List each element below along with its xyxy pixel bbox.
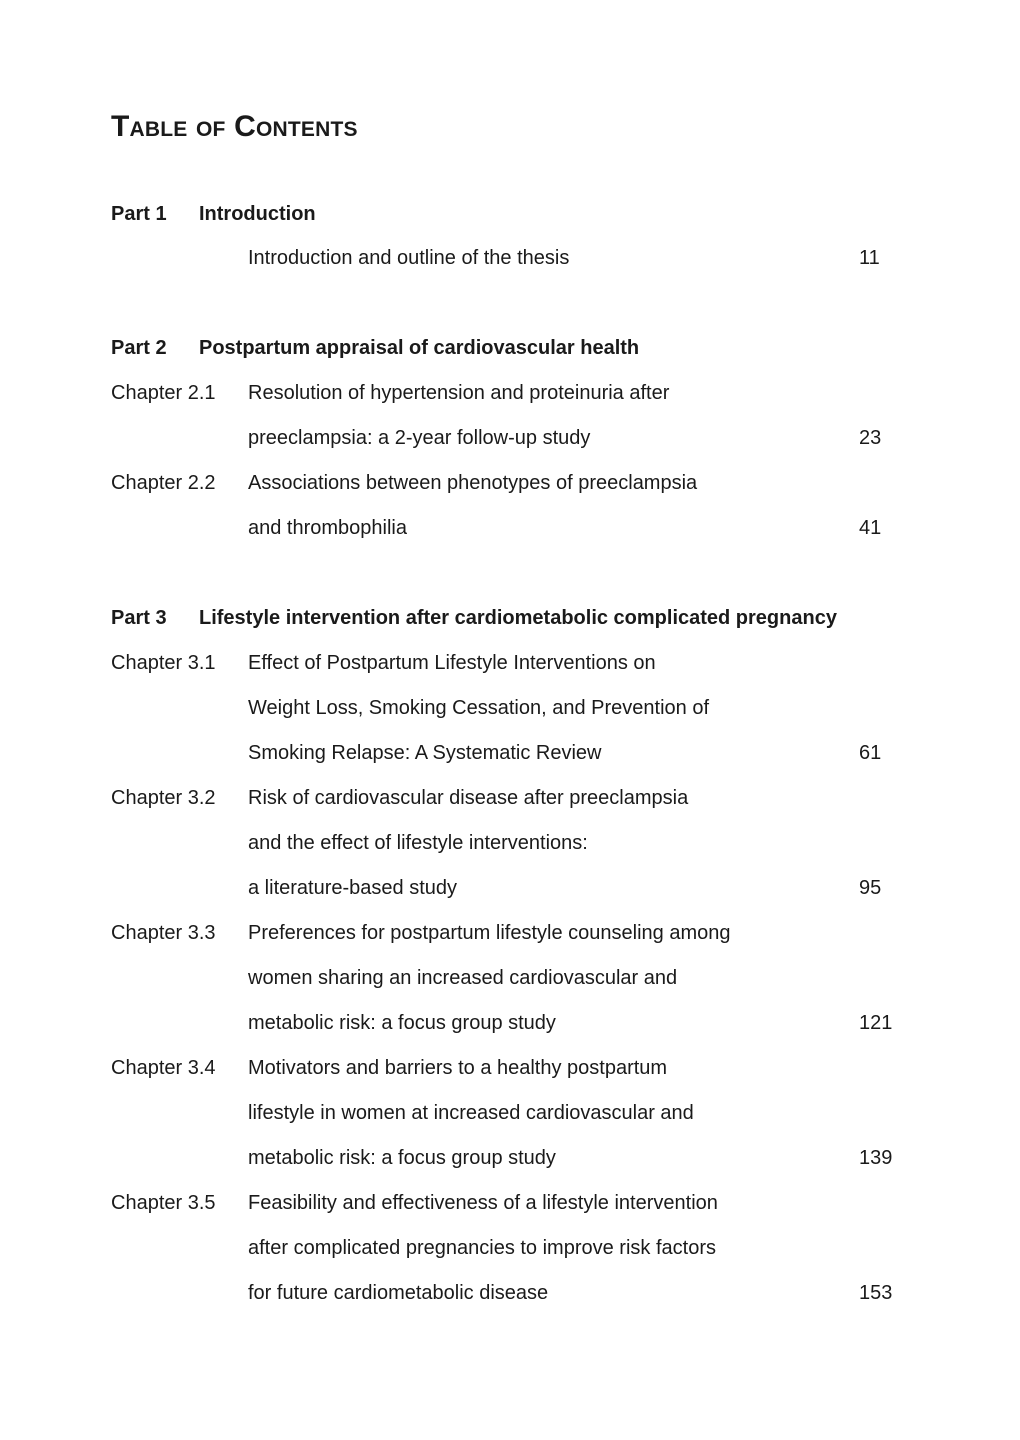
page-number: 41 bbox=[859, 517, 882, 539]
entry-title-line: Risk of cardiovascular disease after preeclampsia bbox=[248, 787, 689, 809]
chapter-label: Chapter 3.1 bbox=[111, 652, 216, 674]
page-number: 95 bbox=[859, 877, 882, 899]
chapter-label: Chapter 2.2 bbox=[111, 472, 216, 494]
entry-title-line: and thrombophilia bbox=[248, 517, 407, 539]
entry-title-line: Weight Loss, Smoking Cessation, and Prevention of bbox=[248, 697, 709, 719]
part-heading bbox=[111, 192, 911, 237]
page-number: 121 bbox=[859, 1012, 893, 1034]
toc-entry-chapter-3-3-cont[interactable] bbox=[111, 1001, 911, 1046]
entry-title-line: preeclampsia: a 2-year follow-up study bbox=[248, 427, 591, 449]
entry-title-line: Feasibility and effectiveness of a lifestyle intervention bbox=[248, 1192, 718, 1214]
page-title: Table of Contents bbox=[111, 110, 358, 143]
toc-entry-chapter-3-4[interactable] bbox=[111, 1046, 911, 1091]
page-number: 61 bbox=[859, 742, 882, 764]
chapter-label: Chapter 3.2 bbox=[111, 787, 216, 809]
toc-entry-chapter-3-4-cont[interactable] bbox=[111, 1136, 911, 1181]
entry-title-line: Motivators and barriers to a healthy postpartum bbox=[248, 1057, 668, 1079]
toc-entry-chapter-3-2-cont[interactable] bbox=[111, 866, 911, 911]
part-label: Part 1 bbox=[111, 203, 167, 225]
entry-title-line: lifestyle in women at increased cardiovascular and bbox=[248, 1102, 694, 1124]
entry-title-line: after complicated pregnancies to improve risk factors bbox=[248, 1237, 716, 1259]
toc-entry-chapter-3-2[interactable] bbox=[111, 776, 911, 821]
toc-entry-chapter-3-1[interactable] bbox=[111, 641, 911, 686]
part-label: Part 3 bbox=[111, 607, 167, 629]
entry-title-line: metabolic risk: a focus group study bbox=[248, 1012, 556, 1034]
toc-entry-chapter-3-4-cont[interactable] bbox=[111, 1091, 911, 1136]
part-heading bbox=[111, 326, 911, 371]
entry-title-line: Effect of Postpartum Lifestyle Interventions on bbox=[248, 652, 656, 674]
entry-title-line: women sharing an increased cardiovascular and bbox=[248, 967, 678, 989]
entry-title-line: for future cardiometabolic disease bbox=[248, 1282, 549, 1304]
part-label: Part 2 bbox=[111, 337, 167, 359]
toc-entry-chapter-3-5-cont[interactable] bbox=[111, 1226, 911, 1271]
part-title: Introduction bbox=[199, 203, 316, 225]
toc-entry-chapter-3-2-cont[interactable] bbox=[111, 821, 911, 866]
page-number: 153 bbox=[859, 1282, 893, 1304]
entry-title-line: Smoking Relapse: A Systematic Review bbox=[248, 742, 602, 764]
part-title: Lifestyle intervention after cardiometabolic complicated pregnancy bbox=[199, 607, 837, 629]
entry-title-line: Introduction and outline of the thesis bbox=[248, 247, 570, 269]
page-number: 23 bbox=[859, 427, 882, 449]
page-number: 11 bbox=[859, 247, 880, 269]
toc-entry-chapter-3-5-cont[interactable] bbox=[111, 1271, 911, 1316]
part-heading bbox=[111, 596, 911, 641]
toc-entry-chapter-2-1-cont[interactable] bbox=[111, 416, 911, 461]
entry-title-line: metabolic risk: a focus group study bbox=[248, 1147, 556, 1169]
entry-title-line: a literature-based study bbox=[248, 877, 458, 899]
toc-entry-chapter-3-1-cont[interactable] bbox=[111, 731, 911, 776]
toc-entry-chapter-3-3-cont[interactable] bbox=[111, 956, 911, 1001]
toc-entry-chapter-3-5[interactable] bbox=[111, 1181, 911, 1226]
toc-entry-chapter-3-1-cont[interactable] bbox=[111, 686, 911, 731]
chapter-label: Chapter 3.5 bbox=[111, 1192, 216, 1214]
entry-title-line: Associations between phenotypes of preeclampsia bbox=[248, 472, 698, 494]
chapter-label: Chapter 3.3 bbox=[111, 922, 216, 944]
chapter-label: Chapter 3.4 bbox=[111, 1057, 216, 1079]
part-title: Postpartum appraisal of cardiovascular health bbox=[199, 337, 640, 359]
toc-entry-chapter-3-3[interactable] bbox=[111, 911, 911, 956]
entry-title-line: Preferences for postpartum lifestyle counseling among bbox=[248, 922, 731, 944]
chapter-label: Chapter 2.1 bbox=[111, 382, 216, 404]
entry-title-line: Resolution of hypertension and proteinuria after bbox=[248, 382, 670, 404]
entry-title-line: and the effect of lifestyle interventions: bbox=[248, 832, 588, 854]
page-number: 139 bbox=[859, 1147, 893, 1169]
toc-entry-chapter-2-2-cont[interactable] bbox=[111, 506, 911, 551]
toc-entry-chapter-2-2[interactable] bbox=[111, 461, 911, 506]
toc-entry-introduction[interactable] bbox=[111, 236, 911, 281]
toc-entry-chapter-2-1[interactable] bbox=[111, 371, 911, 416]
